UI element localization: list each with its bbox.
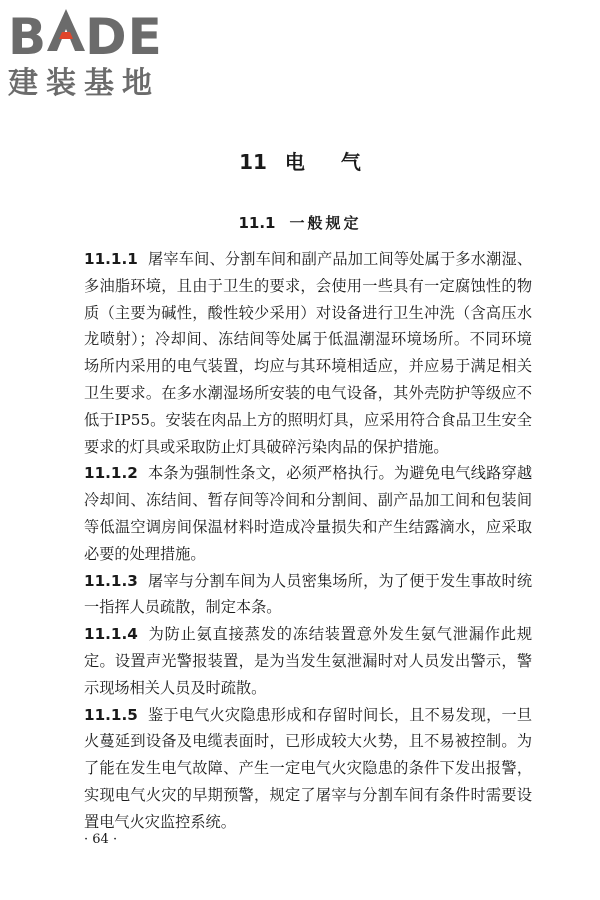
clause-paragraph xyxy=(84,621,532,701)
section-heading: 一般规定 xyxy=(289,214,362,232)
brand-logo xyxy=(8,4,198,102)
logo-letters-right: DE xyxy=(85,8,163,66)
clause-text: 屠宰与分割车间为人员密集场所，为了便于发生事故时统一指挥人员疏散，制定本条。 xyxy=(84,571,532,617)
chapter-title xyxy=(0,146,600,175)
clause-number: 11.1.2 xyxy=(84,464,138,483)
clause-text: 屠宰车间、分割车间和副产品加工间等处属于多水潮湿、多油脂环境，且由于卫生的要求，会使用一些具有一定腐蚀性的物质（主要为碱性，酸性较少采用）对设备进行卫生冲洗（含高压水龙喷射）；冷却间、冻结间等处属于低温潮湿环境场所。不同环境场所内采用的电气装置，均应与其环境相适应，并应易于满足相关卫生要求。在多水潮湿场所安装的电气设备，其外壳防护等级应不低于IP55。安装在肉品上方的照明灯具，应采用符合食品卫生安全要求的灯具或采取防止灯具破碎污染肉品的保护措施。 xyxy=(84,250,532,456)
logo-letters-left: B xyxy=(8,8,48,66)
section-title xyxy=(0,212,600,233)
logo-wordmark xyxy=(8,4,198,66)
clause-text: 本条为强制性条文，必须严格执行。为避免电气线路穿越冷却间、冻结间、暂存间等冷间和分割间、副产品加工间和包装间等低温空调房间保温材料时造成冷量损失和产生结露滴水，应采取必要的处理措施。 xyxy=(84,464,532,563)
clause-text: 鉴于电气火灾隐患形成和存留时间长，且不易发现，一旦火蔓延到设备及电缆表面时，已形成较大火势，且不易被控制。为了能在发生电气故障、产生一定电气火灾隐患的条件下发出报警，实现电气火灾的早期预警，规定了屠宰与分割车间有条件时需要设置电气火灾监控系统。 xyxy=(84,705,532,831)
clause-paragraph xyxy=(84,568,532,622)
clause-paragraph xyxy=(84,246,532,460)
clause-text: 为防止氨直接蒸发的冻结装置意外发生氨气泄漏作此规定。设置声光警报装置，是为当发生氨泄漏时对人员发出警示，警示现场相关人员及时疏散。 xyxy=(84,625,532,697)
logo-subtitle: 建装基地 xyxy=(8,66,160,101)
body-text xyxy=(84,246,532,836)
logo-a-mark xyxy=(47,4,85,54)
clause-paragraph xyxy=(84,702,532,836)
chapter-title-char-2: 气 xyxy=(340,150,361,174)
page-number: · 64 · xyxy=(84,832,118,847)
clause-paragraph xyxy=(84,460,532,567)
logo-a-icon xyxy=(47,9,85,51)
clause-number: 11.1.3 xyxy=(84,571,138,590)
clause-number: 11.1.5 xyxy=(84,705,138,724)
clause-number: 11.1.1 xyxy=(84,250,138,268)
chapter-title-char-1: 电 xyxy=(284,150,305,174)
clause-number: 11.1.4 xyxy=(84,625,138,644)
section-number: 11.1 xyxy=(238,214,276,232)
chapter-number: 11 xyxy=(239,150,267,174)
